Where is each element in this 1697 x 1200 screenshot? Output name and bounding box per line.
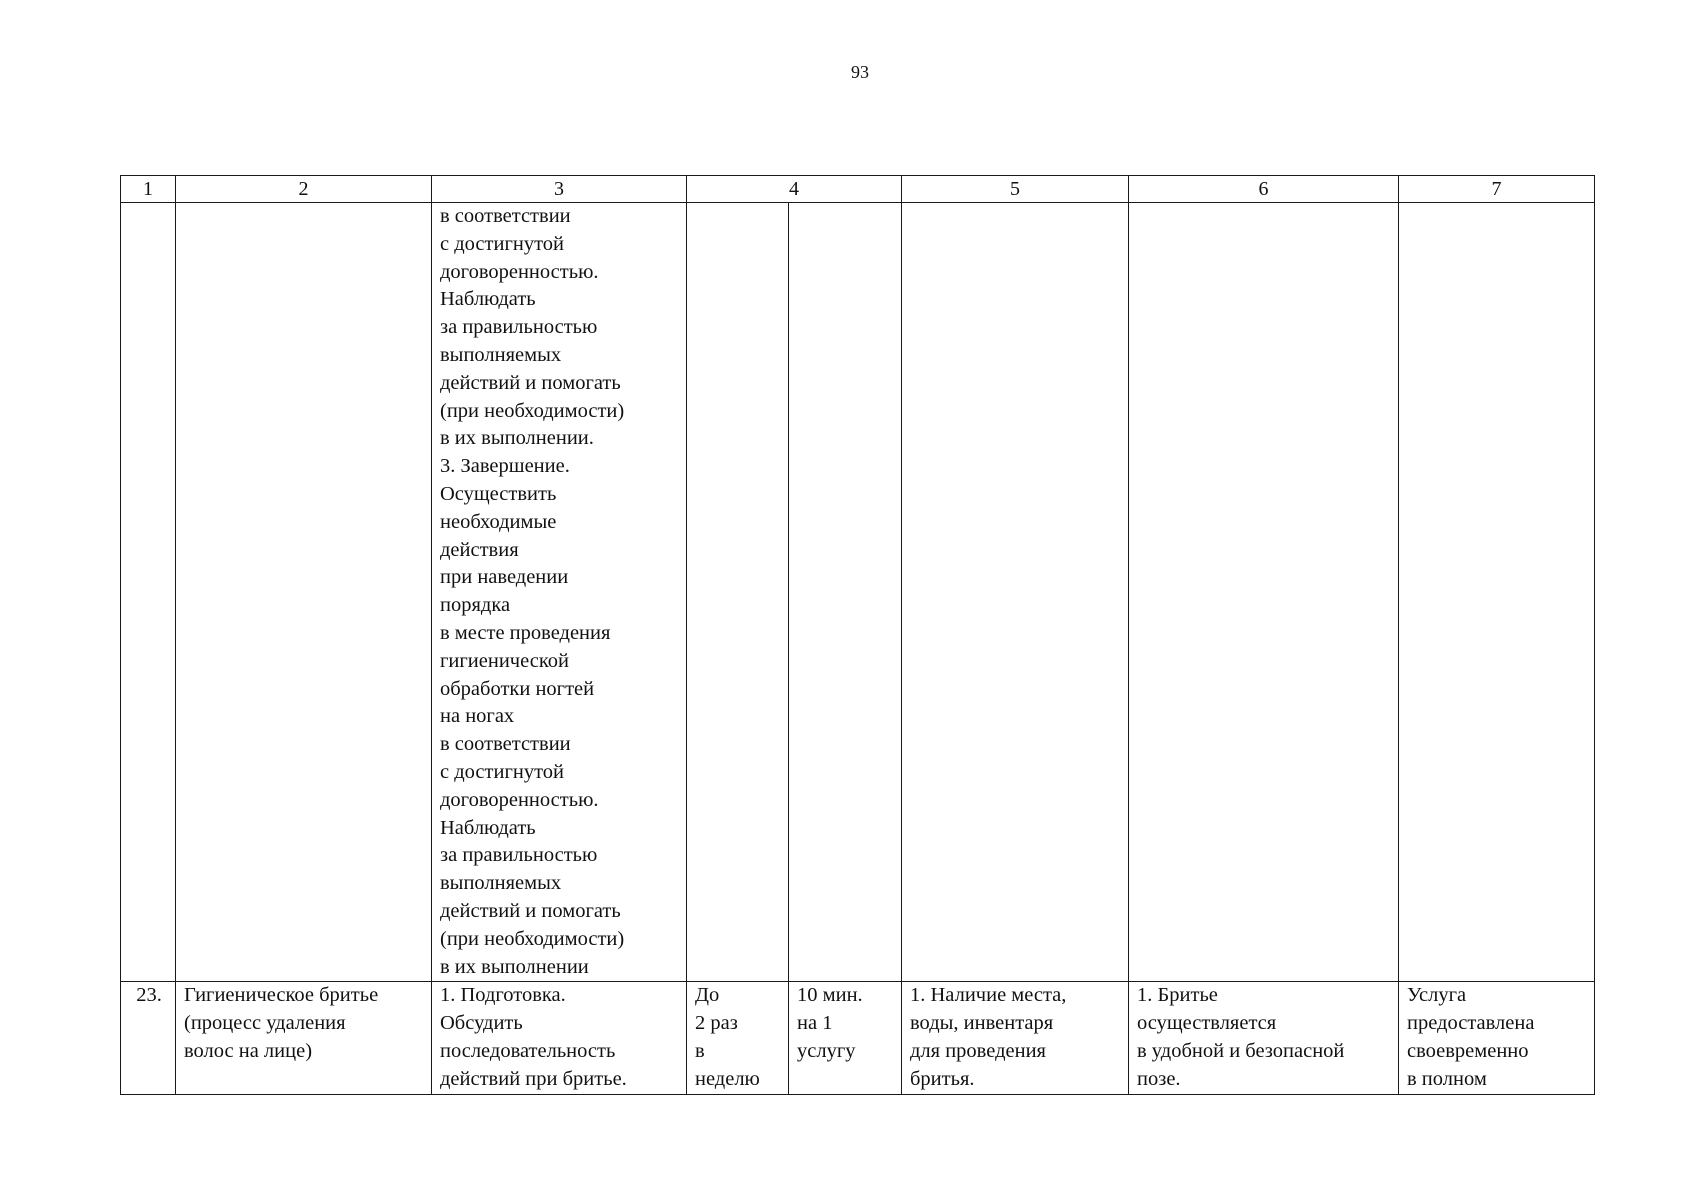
page-number: 93 xyxy=(851,62,869,82)
text-line: услугу xyxy=(797,1039,856,1062)
header-cell-4: 4 xyxy=(687,176,902,203)
text-line: в их выполнении. xyxy=(440,427,594,450)
text-line: неделю xyxy=(695,1067,760,1090)
table-row-service-23 xyxy=(121,982,1595,1094)
text-line: волос на лице) xyxy=(184,1039,313,1062)
text-line: договоренностью. xyxy=(440,260,599,283)
text-line: действий и помогать xyxy=(440,899,621,922)
text-line: в удобной и безопасной xyxy=(1137,1039,1345,1062)
cell-description-continued xyxy=(432,203,687,982)
text-line: Гигиеническое бритье xyxy=(184,984,379,1007)
text-line: (процесс удаления xyxy=(184,1012,346,1035)
text-line: 2 раз xyxy=(695,1012,738,1035)
text-line: за правильностью xyxy=(440,844,598,867)
text-line: за правильностью xyxy=(440,316,598,339)
text-line: действия xyxy=(440,538,519,561)
cell-service-frequency xyxy=(687,982,789,1094)
text-line: договоренностью. xyxy=(440,788,599,811)
text-line: Осуществить xyxy=(440,482,557,505)
text-line: при наведении xyxy=(440,566,569,589)
table-row-continued xyxy=(121,203,1595,982)
cell-quality-empty xyxy=(1399,203,1595,982)
header-cell-3: 3 xyxy=(432,176,687,203)
text-line: бритья. xyxy=(910,1067,975,1090)
text-line: 3. Завершение. xyxy=(440,455,570,478)
text-line: на 1 xyxy=(797,1012,833,1035)
text-line: воды, инвентаря xyxy=(910,1012,1054,1035)
text-line: 1. Наличие места, xyxy=(910,984,1067,1007)
text-line: Наблюдать xyxy=(440,288,536,311)
text-line: Наблюдать xyxy=(440,816,536,839)
text-line: действий при бритье. xyxy=(440,1067,627,1090)
text-line: в соответствии xyxy=(440,733,571,756)
text-line: выполняемых xyxy=(440,872,562,895)
text-line: 1. Подготовка. xyxy=(440,984,566,1007)
text-line: в соответствии xyxy=(440,205,571,227)
text-line: на ногах xyxy=(440,705,515,728)
cell-service-requirements xyxy=(1129,982,1399,1094)
text-line: для проведения xyxy=(910,1039,1046,1062)
cell-number-empty xyxy=(121,203,176,982)
cell-duration-empty xyxy=(789,203,902,982)
text-line: обработки ногтей xyxy=(440,677,595,700)
text-line: действий и помогать xyxy=(440,371,621,394)
text-line: с достигнутой xyxy=(440,232,564,255)
cell-service-number: 23. xyxy=(121,982,176,1094)
text-line: в их выполнении xyxy=(440,955,589,978)
cell-service-quality xyxy=(1399,982,1595,1094)
header-cell-2: 2 xyxy=(176,176,432,203)
header-cell-7: 7 xyxy=(1399,176,1595,203)
cell-requirements-empty xyxy=(1129,203,1399,982)
text-line: (при необходимости) xyxy=(440,399,625,422)
text-line: последовательность xyxy=(440,1039,616,1062)
text-line: Услуга xyxy=(1407,984,1467,1007)
header-row xyxy=(121,176,1595,203)
text-line: с достигнутой xyxy=(440,760,564,783)
text-line: (при необходимости) xyxy=(440,927,625,950)
text-line: позе. xyxy=(1137,1067,1181,1090)
text-line: в месте проведения xyxy=(440,621,611,644)
service-table-sheet xyxy=(120,175,1594,1095)
text-line: необходимые xyxy=(440,510,557,533)
text-line: предоставлена xyxy=(1407,1012,1535,1035)
header-cell-6: 6 xyxy=(1129,176,1399,203)
text-line: порядка xyxy=(440,594,511,617)
cell-service-description xyxy=(432,982,687,1094)
text-line: 10 мин. xyxy=(797,984,863,1007)
cell-conditions-empty xyxy=(902,203,1129,982)
service-table xyxy=(120,175,1595,1095)
text-line: в полном xyxy=(1407,1067,1487,1090)
cell-frequency-empty xyxy=(687,203,789,982)
header-cell-5: 5 xyxy=(902,176,1129,203)
cell-service-name xyxy=(176,982,432,1094)
text-line: выполняемых xyxy=(440,343,562,366)
text-line: своевременно xyxy=(1407,1039,1529,1062)
text-line: гигиенической xyxy=(440,649,569,672)
text-line: Обсудить xyxy=(440,1012,523,1035)
text-line: в xyxy=(695,1039,705,1062)
cell-service-conditions xyxy=(902,982,1129,1094)
header-cell-1: 1 xyxy=(121,176,176,203)
cell-name-empty xyxy=(176,203,432,982)
cell-service-duration xyxy=(789,982,902,1094)
text-line: До xyxy=(695,984,720,1007)
text-line: 1. Бритье xyxy=(1137,984,1218,1007)
text-line: осуществляется xyxy=(1137,1012,1277,1035)
